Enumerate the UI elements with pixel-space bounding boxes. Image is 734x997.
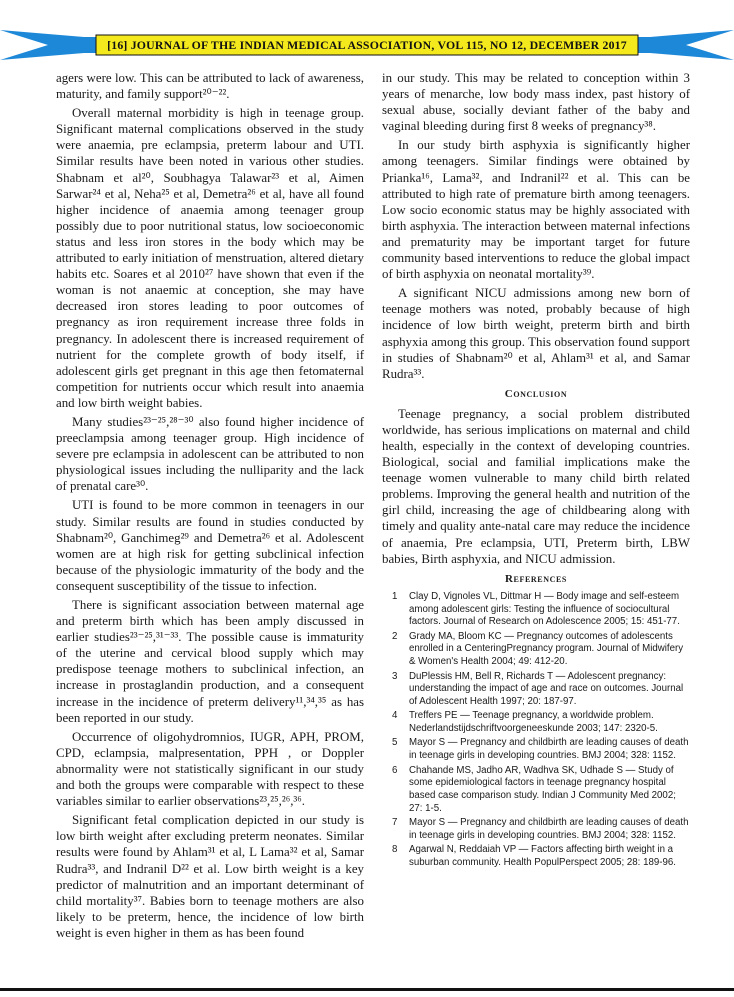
reference-item	[382, 817, 690, 843]
reference-number: 8	[392, 844, 398, 856]
reference-number: 2	[392, 630, 398, 642]
left-paragraph-6: Occurrence of oligohydromnios, IUGR, APH, PROM, CPD, eclampsia, malpresentation, PPH , or Doppler abnormality were not statistically significant in our study and both the groups were comparable with respect to these variables similar to earlier observations²³,²⁵,²⁶,³⁶.	[56, 729, 364, 809]
reference-item	[382, 844, 690, 870]
reference-number: 4	[392, 710, 398, 722]
right-text-column	[382, 70, 690, 871]
reference-text: Treffers PE — Teenage pregnancy, a worldwide problem. Nederlandstijdschriftvoorgeneeskunde 2003; 147: 2320-5.	[409, 710, 658, 735]
reference-text: Clay D, Vignoles VL, Dittmar H — Body image and self-esteem among adolescent girls: Testing the influence of sociocultural factors. Journal of Research on Adolescence 2005; 15: 451-77.	[409, 590, 680, 628]
conclusion-heading: Conclusion	[504, 387, 568, 400]
reference-item	[382, 591, 690, 629]
journal-header-band	[0, 28, 734, 62]
reference-item	[382, 765, 690, 816]
reference-text: Mayor S — Pregnancy and childbirth are leading causes of death in teenage girls in developing countries. BMJ 2004; 328: 1152.	[409, 737, 689, 762]
journal-header-title: [16] JOURNAL OF THE INDIAN MEDICAL ASSOCIATION, VOL 115, NO 12, DECEMBER 2017	[107, 38, 627, 52]
page-bottom-rule	[0, 988, 734, 991]
reference-item	[382, 671, 690, 709]
reference-item	[382, 710, 690, 736]
reference-item	[382, 737, 690, 763]
left-paragraph-2: Overall maternal morbidity is high in teenage group. Significant maternal complications observed in the study were anaemia, pre eclampsia, preterm labour and UTI. Similar results have been noted in various other studies. Shabnam et al²⁰, Soubhagya Talawar²³ et al, Aimen Sarwar²⁴ et al, Neha²⁵ et al, Demetra²⁶ et al, have all found higher incidence of anaemia among teenager group possibly due to poor nutritional status, low socioeconomic status and less iron stores in the body which may be attributed to early initiation of menstruation, altered dietary habits etc. Soares et al 2010²⁷ have shown that even if the woman is not anaemic at conception, she may have decreased iron stores leading to poor outcomes of pregnancy as iron requirement increase three folds in pregnancy. In adolescent there is increased requirement of nutrient for the complete growth of body itself, if adolescent girls get pregnant in this age then fetomaternal competition for nutrients occur which result into anaemia and low birth weight babies.	[56, 106, 364, 410]
left-paragraph-5: There is significant association between maternal age and preterm birth which has been amply discussed in earlier studies²³⁻²⁵,³¹⁻³³. The possible cause is immaturity of the uterine and cervical blood supply which may predispose teenage mothers to subclinical infection, an increase in prostaglandin production, and a consequent increase in the incidence of preterm delivery¹¹,³⁴,³⁵ as has been reported in our study.	[56, 598, 364, 725]
right-paragraph-2: In our study birth asphyxia is significantly higher among teenagers. Similar findings were obtained by Prianka¹⁶, Lama³², and Indranil²² et al. This can be attributed to high rate of premature birth among teenagers. Low socio economic status may be highly associated with birth asphyxia. The interaction between maternal infections and prematurity may be important target for future community based interventions to reduce the global impact of birth asphyxia on neonatal mortality³⁹.	[382, 138, 690, 282]
conclusion-paragraph: Teenage pregnancy, a social problem distributed worldwide, has serious implications on maternal and child health, especially in the context of developing countries. Biological, social and familial implications make the teenage women vulnerable to many child birth related problems. Improving the general health and nutrition of the girl child, increasing the age of childbearing along with timely and quality ante-natal care may reduce the incidence of anaemia, Pre eclampsia, UTI, Preterm birth, LBW babies, Birth asphyxia, and NICU admission.	[382, 406, 690, 566]
reference-text: DuPlessis HM, Bell R, Richards T — Adolescent pregnancy: understanding the impact of age and race on outcomes. Journal of Adolescent Health 1997; 20: 187-97.	[409, 670, 684, 708]
left-paragraph-3: Many studies²³⁻²⁵,²⁸⁻³⁰ also found higher incidence of preeclampsia among teenager group. High incidence of severe pre eclampsia in adolescent can be attributed to non physiological issues including the nulliparity and the lack of prenatal care³⁰.	[56, 414, 364, 494]
reference-number: 5	[392, 737, 398, 749]
references-list	[382, 591, 690, 870]
left-text-column	[56, 70, 364, 944]
left-paragraph-1: agers were low. This can be attributed to lack of awareness, maturity, and family support²⁰⁻²².	[56, 71, 364, 102]
reference-text: Grady MA, Bloom KC — Pregnancy outcomes of adolescents enrolled in a CenteringPregnancy program. Journal of Midwifery & Women's Health 2004; 49: 412-20.	[409, 630, 684, 668]
left-paragraph-7: Significant fetal complication depicted in our study is low birth weight after excluding preterm neonates. Similar results were found by Ahlam³¹ et al, L Lama³² et al, Samar Rudra³³, and Indranil D²² et al. Low birth weight is a key predictor of malnutrition and an important determinant of child mortality³⁷. Babies born to teenage mothers are also likely to be preterm, hence, the incidence of low birth weight is even higher in them as has been found	[56, 813, 364, 940]
reference-number: 6	[392, 764, 398, 776]
reference-number: 7	[392, 817, 398, 829]
right-paragraph-1: in our study. This may be related to conception within 3 years of menarche, low body mass index, past history of sexual abuse, socially deviant father of the baby and vaginal bleeding during first 8 weeks of pregnancy³⁸.	[382, 71, 690, 134]
right-paragraph-3: A significant NICU admissions among new born of teenage mothers was noted, probably because of high incidence of low birth weight, preterm birth and birth asphyxia among this group. This observation found support in studies of Shabnam²⁰ et al, Ahlam³¹ et al, and Samar Rudra³³.	[382, 286, 690, 381]
reference-number: 1	[392, 590, 398, 602]
left-paragraph-4: UTI is found to be more common in teenagers in our study. Similar results are found in studies conducted by Shabnam²⁰, Ganchimeg²⁹ and Demetra²⁶ et al. Adolescent women are at high risk for getting subclinical infection because of the physiologic immaturity of the body and the consequent susceptibility of the tissue to infection.	[56, 498, 364, 593]
reference-text: Agarwal N, Reddaiah VP — Factors affecting birth weight in a suburban community. Health PopulPerspect 2005; 28: 189-96.	[409, 844, 676, 869]
references-heading: References	[505, 572, 567, 585]
reference-number: 3	[392, 670, 398, 682]
reference-text: Mayor S — Pregnancy and childbirth are leading causes of death in teenage girls in developing countries. BMJ 2004; 328: 1152.	[409, 817, 689, 842]
reference-item	[382, 631, 690, 669]
reference-text: Chahande MS, Jadho AR, Wadhva SK, Udhade S — Study of some epidemiological factors in teenage pregnancy hospital based case comparison study. Indian J Community Med 2002; 27: 1-5.	[409, 764, 676, 814]
